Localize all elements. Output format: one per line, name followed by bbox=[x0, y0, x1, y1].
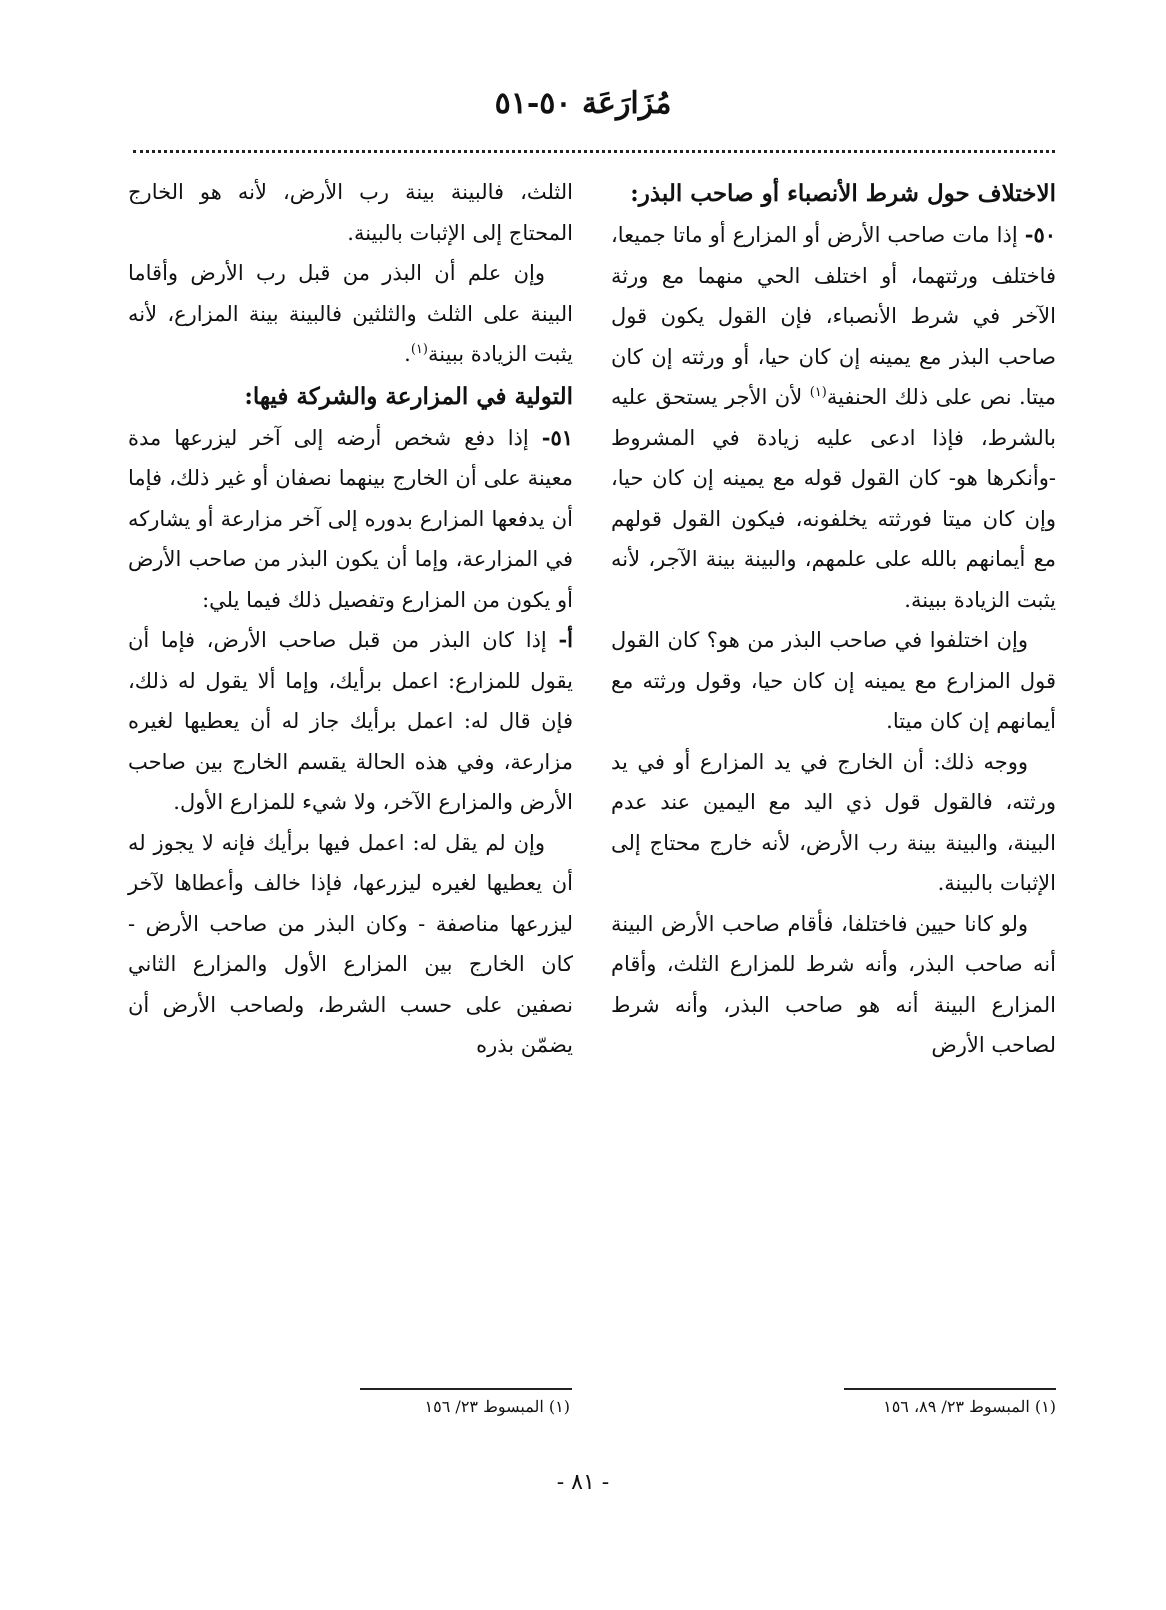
header-divider bbox=[133, 150, 1055, 153]
footnote-ref: (١) bbox=[410, 342, 428, 357]
footnote-right: (١) المبسوط ٢٣/ ٨٩، ١٥٦ bbox=[883, 1397, 1056, 1416]
item-letter-alif: أ- bbox=[558, 627, 573, 652]
paragraph: الثلث، فالبينة بينة رب الأرض، لأنه هو الخارج المحتاج إلى الإثبات بالبينة. bbox=[128, 180, 573, 245]
footnote-left: (١) المبسوط ٢٣/ ١٥٦ bbox=[424, 1397, 570, 1416]
paragraph-alif bbox=[128, 620, 573, 823]
paragraph: وإن لم يقل له: اعمل فيها برأيك فإنه لا يجوز له أن يعطيها لغيره ليزرعها، فإذا خالف وأعطاها لآخر ليزرعها مناصفة - وكان البذر من صاحب الأرض - كان الخارج بين المزارع الأول والمزارع الثاني نصفين على حسب الشرط، ولصاحب الأرض أن يضمّن بذره bbox=[128, 830, 573, 1057]
paragraph: وإن اختلفوا في صاحب البذر من هو؟ كان القول قول المزارع مع يمينه إن كان حيا، وقول ورثته مع أيمانهم إن كان ميتا. bbox=[611, 628, 1056, 733]
right-column bbox=[611, 172, 1056, 1066]
paragraph-51 bbox=[128, 418, 573, 621]
item-number-50: ٥٠- bbox=[1024, 222, 1056, 247]
paragraph: ووجه ذلك: أن الخارج في يد المزارع أو في يد ورثته، فالقول قول ذي اليد مع اليمين عند عدم البينة، والبينة بينة رب الأرض، لأنه خارج محتاج إلى الإثبات بالبينة. bbox=[611, 749, 1056, 895]
paragraph-51-text: إذا دفع شخص أرضه إلى آخر ليزرعها مدة معينة على أن الخارج بينهما نصفان أو غير ذلك، فإما أن يدفعها المزارع بدوره إلى آخر مزارعة أو يشاركه في المزارعة، وإما أن يكون البذر من صاحب الأرض أو يكون من المزارع وتفصيل ذلك فيما يلي: bbox=[128, 425, 573, 612]
paragraph-50-text-b: لأن الأجر يستحق عليه بالشرط، فإذا ادعى عليه زيادة في المشروط -وأنكرها هو- كان القول قوله مع يمينه إن كان حيا، وإن كان ميتا فورثته يخلفونه، فيكون القول قولهم مع أيمانهم بالله على علمهم، والبينة بينة الآجر، لأنه يثبت الزيادة ببينة. bbox=[611, 385, 1056, 612]
left-column bbox=[128, 172, 573, 1066]
paragraph-50-text-a: إذا مات صاحب الأرض أو المزارع أو ماتا جميعا، فاختلف ورثتهما، أو اختلف الحي منهما مع ورثة الآخر في شرط الأنصباء، فإن القول يكون قول صاحب البذر مع يمينه إن كان حيا، أو ورثته إن كان ميتا. نص على ذلك الحنفية bbox=[611, 223, 1056, 409]
page-number: - ٨١ - bbox=[556, 1470, 610, 1495]
section-heading-dispute: الاختلاف حول شرط الأنصباء أو صاحب البذر: bbox=[630, 180, 1056, 207]
footnote-divider bbox=[360, 1388, 572, 1390]
paragraph-50 bbox=[611, 215, 1056, 620]
paragraph: وإن علم أن البذر من قبل رب الأرض وأقاما البينة على الثلث والثلثين فالبينة بينة المزارع، لأنه يثبت الزيادة ببينة$^{(١)}$. bbox=[128, 261, 573, 366]
paragraph-alif-text: إذا كان البذر من قبل صاحب الأرض، فإما أن يقول للمزارع: اعمل برأيك، وإما ألا يقول له ذلك، فإن قال له: اعمل برأيك جاز له أن يعطيها لغيره مزارعة، وفي هذه الحالة يقسم الخارج بين صاحب الأرض والمزارع الآخر، ولا شيء للمزارع الأول. bbox=[128, 628, 573, 814]
page-title: مُزَارَعَة ٥٠-٥١ bbox=[494, 86, 672, 121]
paragraph: ولو كانا حيين فاختلفا، فأقام صاحب الأرض البينة أنه صاحب البذر، وأنه شرط للمزارع الثلث، وأقام المزارع البينة أنه هو صاحب البذر، وأنه شرط لصاحب الأرض bbox=[611, 911, 1056, 1057]
footnote-divider bbox=[844, 1388, 1056, 1390]
item-number-51: ٥١- bbox=[541, 424, 573, 450]
paragraph-text: وإن علم أن البذر من قبل رب الأرض وأقاما البينة على الثلث والثلثين فالبينة بينة المزارع، لأنه يثبت الزيادة ببينة bbox=[128, 261, 573, 366]
footnote-ref: (١) bbox=[809, 385, 827, 400]
section-heading-tawliya: التولية في المزارعة والشركة فيها: bbox=[244, 382, 573, 410]
